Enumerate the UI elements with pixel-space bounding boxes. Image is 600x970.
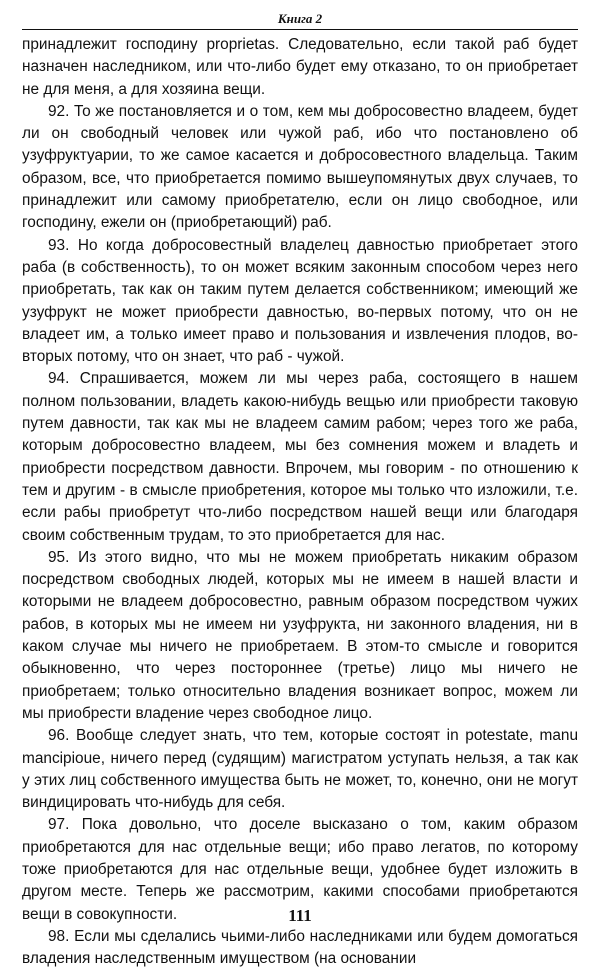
page-number: 111 xyxy=(288,906,312,925)
paragraph-92: 92. То же постановляется и о том, кем мы добросовестно владеем, будет ли он свободный человек или чужой раб, ибо что постановлено об узуфруктуарии, то же самое касается и добросовестного владельца. Таким образом, все, что приобретается помимо вышеупомянутых двух случаев, то принадлежит или самому приобретателю, если он лицо свободное, или господину, ежели он (приобретающий) раб. xyxy=(22,102,578,232)
paragraph-94: 94. Спрашивается, можем ли мы через раба, состоящего в нашем полном пользовании, владеть какою-нибудь вещью или приобрести таковую путем давности, так как мы не владеем самим рабом; через того же раба, которым добросовестно владеем, мы без сомнения можем и владеть и приобрести посредством давности. Впрочем, мы говорим - по отношению к тем и другим - в смысле приобретения, которое мы только что изложили, т.е. если рабы приобретут что-либо посредством нашей вещи или благодаря своим собственным трудам, то это приобретается для нас. xyxy=(22,370,578,544)
body-text xyxy=(22,34,578,970)
header-rule xyxy=(22,29,578,30)
header-title: Книга 2 xyxy=(277,11,323,26)
paragraph-96: 96. Вообще следует знать, что тем, которые состоят in potestate, manu mancipioue, ничего перед (судящим) магистратом уступать нельзя, а так как у этих лиц собственного имущества быть не может, то, конечно, они не могут виндицировать что-нибудь для себя. xyxy=(22,727,578,812)
paragraph-93: 93. Но когда добросовестный владелец давностью приобретает этого раба (в собственность), то он может всяким законным способом через него приобретать, так как он таким путем делается собственником; имеющий же узуфрукт не может приобрести давностью, во-первых потому, что он не владеет им, а только имеет право и пользования и извлечения плодов, во-вторых потому, что он знает, что раб - чужой. xyxy=(22,236,578,366)
running-header xyxy=(22,8,578,30)
paragraph-97: 97. Пока довольно, что доселе высказано о том, каким образом приобретаются для нас отдельные вещи; ибо право легатов, по которому тоже приобретаются для нас отдельные вещи, удобнее будет изложить в другом месте. Теперь же рассмотрим, какими способами приобретаются вещи в совокупности. xyxy=(22,816,578,923)
paragraph-98: 98. Если мы сделались чьими-либо наследниками или будем домогаться владения наследственным имуществом (на основании xyxy=(22,927,578,968)
paragraph-95: 95. Из этого видно, что мы не можем приобретать никаким образом посредством свободных людей, которых мы не имеем в нашей власти и которыми не владеем добросовестно, равным образом посредством чужих рабов, в которых мы не имеем ни узуфрукта, ни законного владения, ни в каком случае мы ничего не приобретаем. В этом-то смысле и говорится обыкновенно, что через постороннее (третье) лицо мы ничего не приобретаем; только относительно владения возникает вопрос, можем ли мы приобрести владение через свободное лицо. xyxy=(22,548,578,722)
paragraph-continuation: принадлежит господину proprietas. Следовательно, если такой раб будет назначен наследником, или что-либо будет ему отказано, то он приобретает не для меня, а для хозяина вещи. xyxy=(22,36,578,98)
